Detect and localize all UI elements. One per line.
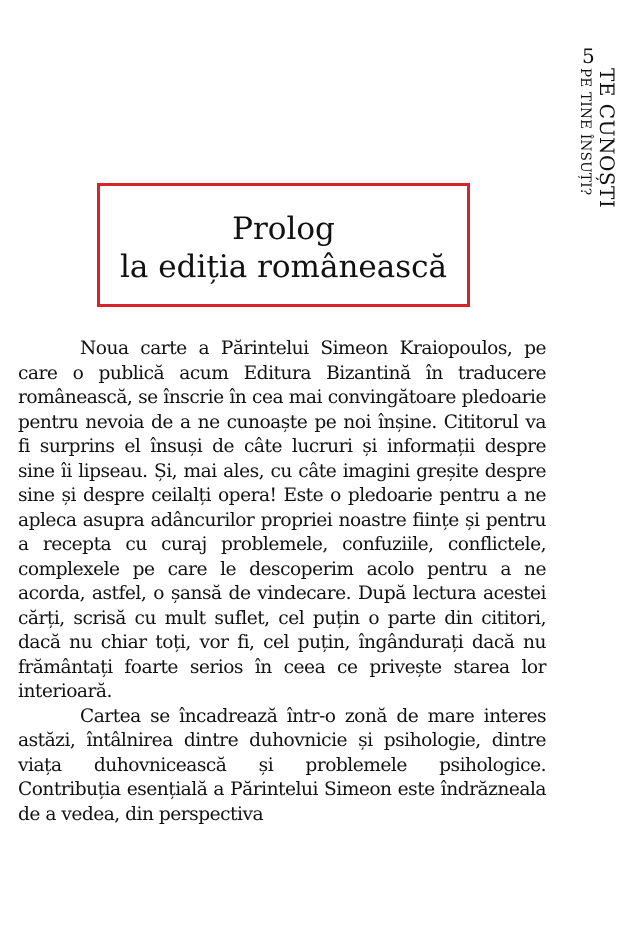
running-title-line1: TE CUNOȘTI bbox=[595, 68, 619, 209]
chapter-title-box bbox=[97, 183, 470, 307]
running-title-line2: PE TINE ÎNSUȚI? bbox=[577, 68, 593, 196]
chapter-subtitle: la ediția românească bbox=[120, 249, 447, 285]
paragraph-2: Cartea se încadrează într-o zonă de mare interes astăzi, întâlnirea dintre duhovnicie și psihologie, dintre viața duhovnicească și problemele psihologice. Contribuția esențială a Părintelui Simeon este îndrăzneala de a vedea, din perspectiva bbox=[18, 705, 546, 825]
page-number: 5 bbox=[582, 44, 595, 68]
paragraph-1: Noua carte a Părintelui Simeon Kraiopoulos, pe care o publică acum Editura Bizantină în traducere românească, se înscrie în cea mai convingătoare pledoarie pentru nevoia de a ne cunoaște pe noi înșine. Cititorul va fi surprins el însuși de câte lucruri și informații despre sine îi lipseau. Și, mai ales, cu câte imagini greșite despre sine și despre ceilalți opera! Este o pledoarie pentru a ne apleca asupra adâncurilor propriei noastre ființe și pentru a recepta cu curaj problemele, confuziile, conflictele, complexele pe care le descoperim acolo pentru a ne acorda, astfel, o șansă de vindecare. După lectura acestei cărți, scrisă cu mult suflet, cel puțin o parte din cititori, dacă nu chiar toți, vor fi, cel puțin, îngândurați dacă nu frământați foarte serios în ceea ce privește starea lor interioară. bbox=[18, 338, 546, 702]
chapter-title: Prolog bbox=[232, 211, 335, 247]
running-head bbox=[574, 68, 618, 208]
body-text bbox=[18, 337, 546, 827]
